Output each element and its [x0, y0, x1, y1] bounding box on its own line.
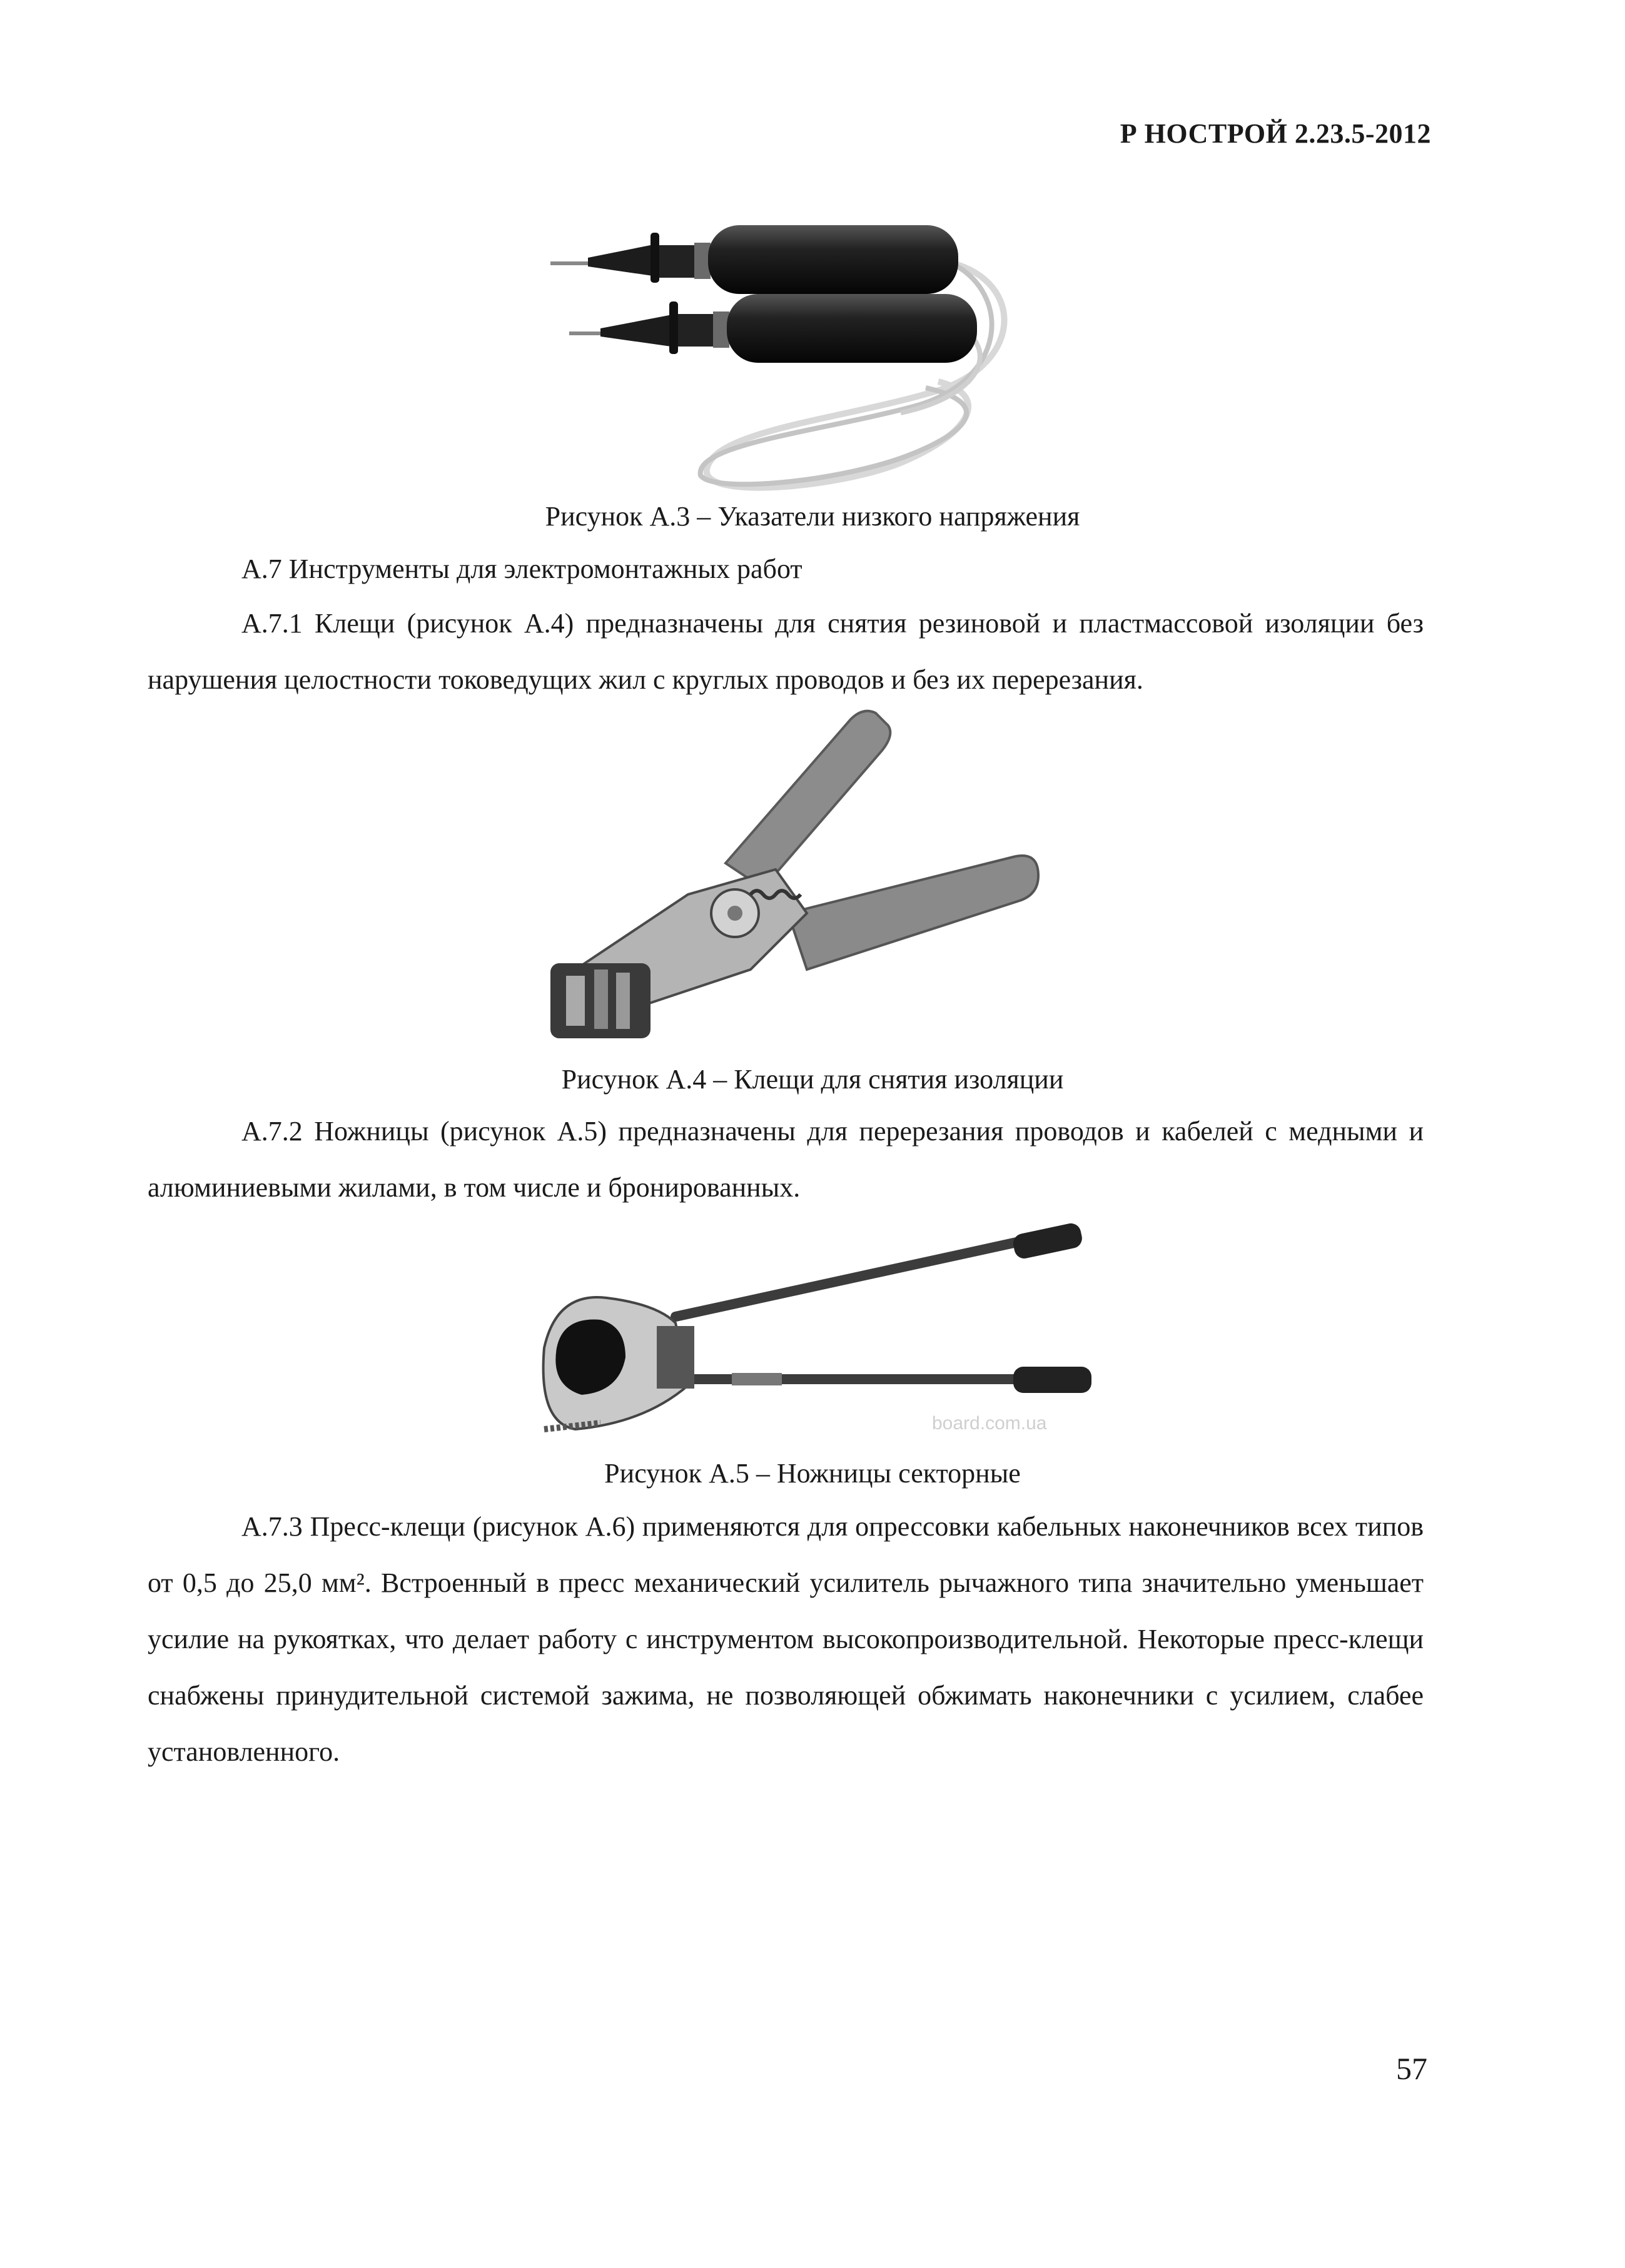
- paragraph-text: А.7.1 Клещи (рисунок А.4) предназначены для снятия резиновой и пластмассовой изоляции без нарушения целостности токоведущих жил с круглых проводов и без их перерезания.: [148, 608, 1424, 695]
- paragraph-a7-1: [148, 595, 1424, 708]
- document-code-header: Р НОСТРОЙ 2.23.5-2012: [1120, 118, 1431, 149]
- figure-a5-image: [532, 1223, 1095, 1454]
- paragraph-a7-2: [148, 1103, 1424, 1216]
- paragraph-a7-3: [148, 1499, 1424, 1780]
- figure-a3-image: [550, 206, 1026, 494]
- figure-a5-caption: Рисунок А.5 – Ножницы секторные: [604, 1458, 1021, 1489]
- figure-a4-caption: Рисунок А.4 – Клещи для снятия изоляции: [561, 1064, 1064, 1095]
- page-number: 57: [1396, 2051, 1427, 2086]
- paragraph-text: А.7.3 Пресс-клещи (рисунок А.6) применяются для опрессовки кабельных наконечников всех типов от 0,5 до 25,0 мм². Встроенный в пресс механический усилитель рычажного типа значительно уменьшает усилие на рукоятках, что делает работу с инструментом высокопроизводительной. Некоторые пресс-клещи снабжены принудительной системой зажима, не позволяющей обжимать наконечники с усилием, слабее установленного.: [148, 1511, 1424, 1767]
- section-heading: А.7 Инструменты для электромонтажных работ: [241, 554, 802, 584]
- figure-a3-caption: Рисунок А.3 – Указатели низкого напряжения: [545, 501, 1080, 532]
- figure-a4-image: [538, 707, 1051, 1057]
- watermark-text: board.com.ua: [932, 1413, 1047, 1434]
- paragraph-text: А.7.2 Ножницы (рисунок А.5) предназначены для перерезания проводов и кабелей с медными и алюминиевыми жилами, в том числе и бронированных.: [148, 1116, 1424, 1203]
